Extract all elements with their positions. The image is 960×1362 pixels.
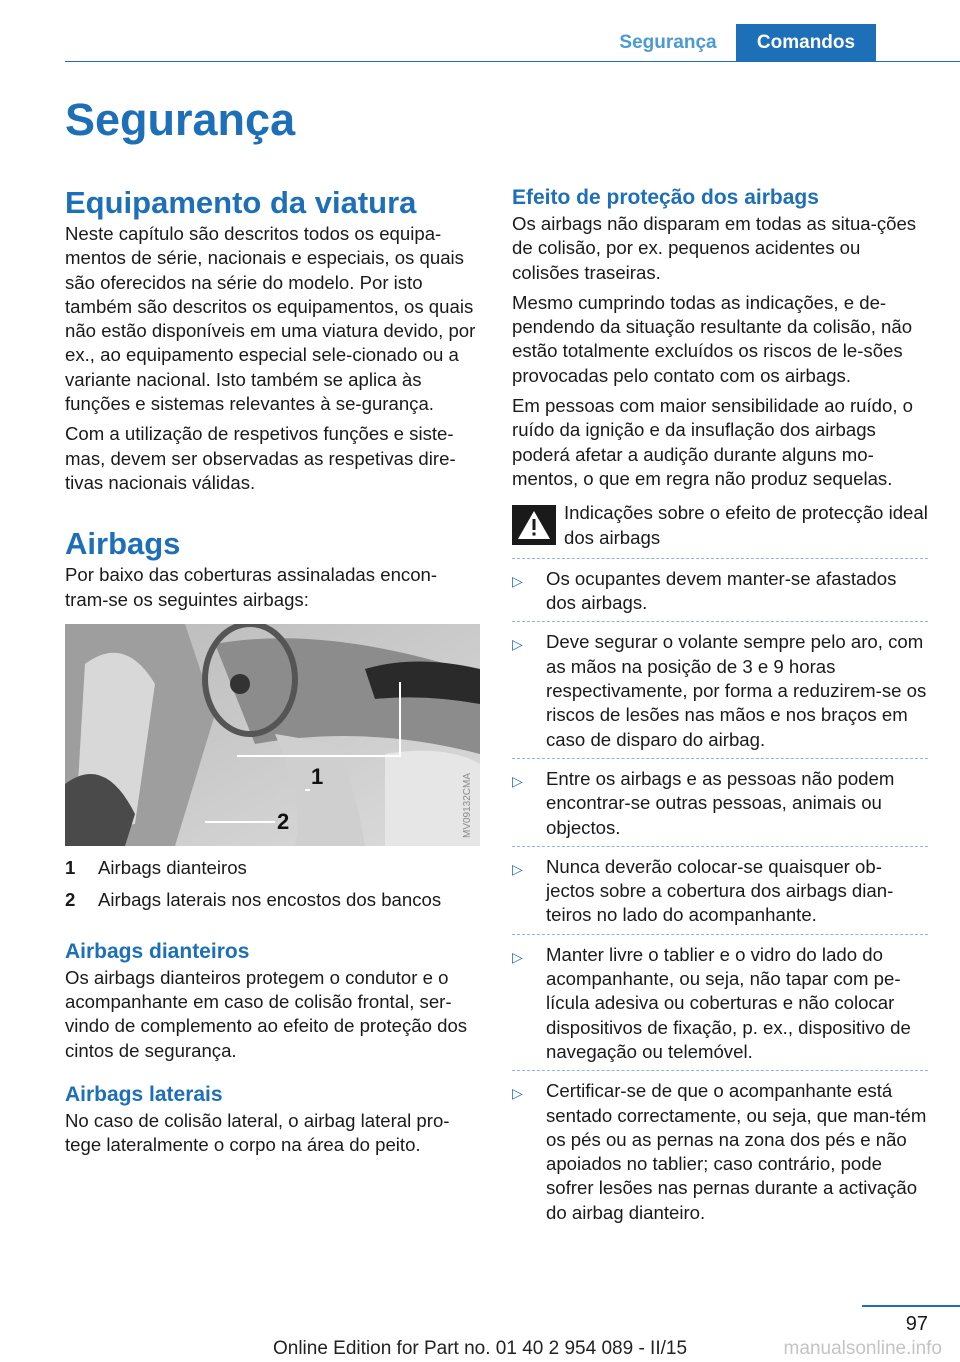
triangle-bullet-icon: ▷ xyxy=(512,1085,523,1102)
list-item xyxy=(512,758,928,840)
watermark: manualsonline.info xyxy=(783,1338,942,1359)
warning-icon xyxy=(512,505,556,545)
footer-rule xyxy=(862,1305,960,1307)
airbag-location-figure xyxy=(65,624,480,846)
figure-code: MV09132CMA xyxy=(462,772,473,838)
callout-item xyxy=(65,856,480,888)
triangle-bullet-icon: ▷ xyxy=(512,636,523,653)
heading-airbags-laterais: Airbags laterais xyxy=(65,1083,223,1107)
heading-airbags-dianteiros: Airbags dianteiros xyxy=(65,939,250,963)
paragraph-airbags: Por baixo das coberturas assinaladas encon-tram-se os seguintes airbags: xyxy=(65,564,438,610)
paragraph-efeito-1: Os airbags não disparam em todas as situa-ções de colisão, por ex. pequenos acidentes ou colisões traseiras. xyxy=(512,213,917,283)
left-column xyxy=(65,184,480,1164)
warning-text: Indicações sobre o efeito de protecção ideal dos airbags xyxy=(564,502,928,548)
triangle-bullet-icon: ▷ xyxy=(512,948,523,965)
tab-seguranca[interactable]: Segurança xyxy=(619,32,717,53)
paragraph-efeito-2: Mesmo cumprindo todas as indicações, e de-pendendo da situação resultante da colisão, não estão totalmente excluídos os riscos de le-sões provocadas pelo contato com os airbags. xyxy=(512,291,913,386)
list-item xyxy=(512,846,928,928)
callout-number: 2 xyxy=(65,888,76,910)
list-item-text: Os ocupantes devem manter-se afastados dos airbags. xyxy=(546,567,897,614)
triangle-bullet-icon: ▷ xyxy=(512,860,523,877)
list-item xyxy=(512,621,928,751)
callout-item xyxy=(65,888,480,920)
figure-label-1: 1 xyxy=(311,763,324,789)
paragraph-airbags-dianteiros: Os airbags dianteiros protegem o condutor e o acompanhante em caso de colisão frontal, ser-vindo de complemento ao efeito de proteção dos cintos de segurança. xyxy=(65,966,468,1061)
tab-comandos[interactable]: Comandos xyxy=(736,24,876,62)
figure-label-2: 2 xyxy=(277,808,290,834)
page-title: Segurança xyxy=(65,94,296,145)
page-number: 97 xyxy=(905,1313,928,1335)
list-item xyxy=(512,934,928,1064)
warning-box xyxy=(512,501,928,550)
callout-text: Airbags laterais nos encostos dos bancos xyxy=(98,888,442,910)
list-item-text: Deve segurar o volante sempre pelo aro, com as mãos na posição de 3 e 9 horas respectivamente, por forma a reduzirem-se os riscos de lesões nas mãos e nos braços em caso de disparo do airbag. xyxy=(546,631,927,750)
callout-number: 1 xyxy=(65,856,76,878)
heading-efeito-protecao: Efeito de proteção dos airbags xyxy=(512,186,819,209)
list-item xyxy=(512,558,928,616)
list-item-text: Certificar-se de que o acompanhante está sentado correctamente, ou seja, que man-tém os pés ou as pernas na zona dos pés e não apoiados no tablier; caso contrário, pode sofrer lesões nas pernas durante a activação do airbag dianteiro. xyxy=(546,1080,927,1223)
figure-callouts xyxy=(65,856,480,920)
triangle-bullet-icon: ▷ xyxy=(512,572,523,589)
paragraph-airbags-laterais: No caso de colisão lateral, o airbag lateral pro-tege lateralmente o corpo na área do peito. xyxy=(65,1110,450,1156)
paragraph-equipamento-1: Neste capítulo são descritos todos os equipa-mentos de série, nacionais e especiais, os quais são oferecidos na série do modelo. Por isto também são descritos os equipamentos, os quais não estão disponíveis em uma viatura devido, por ex., ao equipamento especial sele-cionado ou a variante nacional. Isto também se aplica às funções e sistemas relevantes à se-gurança. xyxy=(65,223,476,415)
list-item-text: Nunca deverão colocar-se quaisquer ob-jectos sobre a cobertura dos airbags dian-teiros no lado do acompanhante. xyxy=(546,855,894,926)
safety-bullet-list xyxy=(512,558,928,1225)
paragraph-equipamento-2: Com a utilização de respetivos funções e siste-mas, devem ser observadas as respetivas dire-tivas nacionais válidas. xyxy=(65,423,456,493)
list-item xyxy=(512,1070,928,1225)
triangle-bullet-icon: ▷ xyxy=(512,772,523,789)
callout-text: Airbags dianteiros xyxy=(98,856,247,878)
paragraph-efeito-3: Em pessoas com maior sensibilidade ao ruído, o ruído da ignição e da insuflação dos airbags poderá afetar a audição durante alguns mo-mentos, o que em regra não produz sequelas. xyxy=(512,395,914,489)
car-interior-illustration xyxy=(65,624,480,846)
heading-airbags: Airbags xyxy=(65,526,181,562)
list-item-text: Entre os airbags e as pessoas não podem encontrar-se outras pessoas, animais ou objectos. xyxy=(546,767,895,838)
list-item-text: Manter livre o tablier e o vidro do lado do acompanhante, ou seja, não tapar com pe-lícula adesiva ou coberturas e não colocar dispositivos de fixação, p. ex., dispositivo de navegação ou telemóvel. xyxy=(546,943,911,1062)
footer-edition: Online Edition for Part no. 01 40 2 954 089 - II/15 xyxy=(272,1338,688,1359)
heading-equipamento: Equipamento da viatura xyxy=(65,185,417,220)
right-column xyxy=(512,184,928,1225)
